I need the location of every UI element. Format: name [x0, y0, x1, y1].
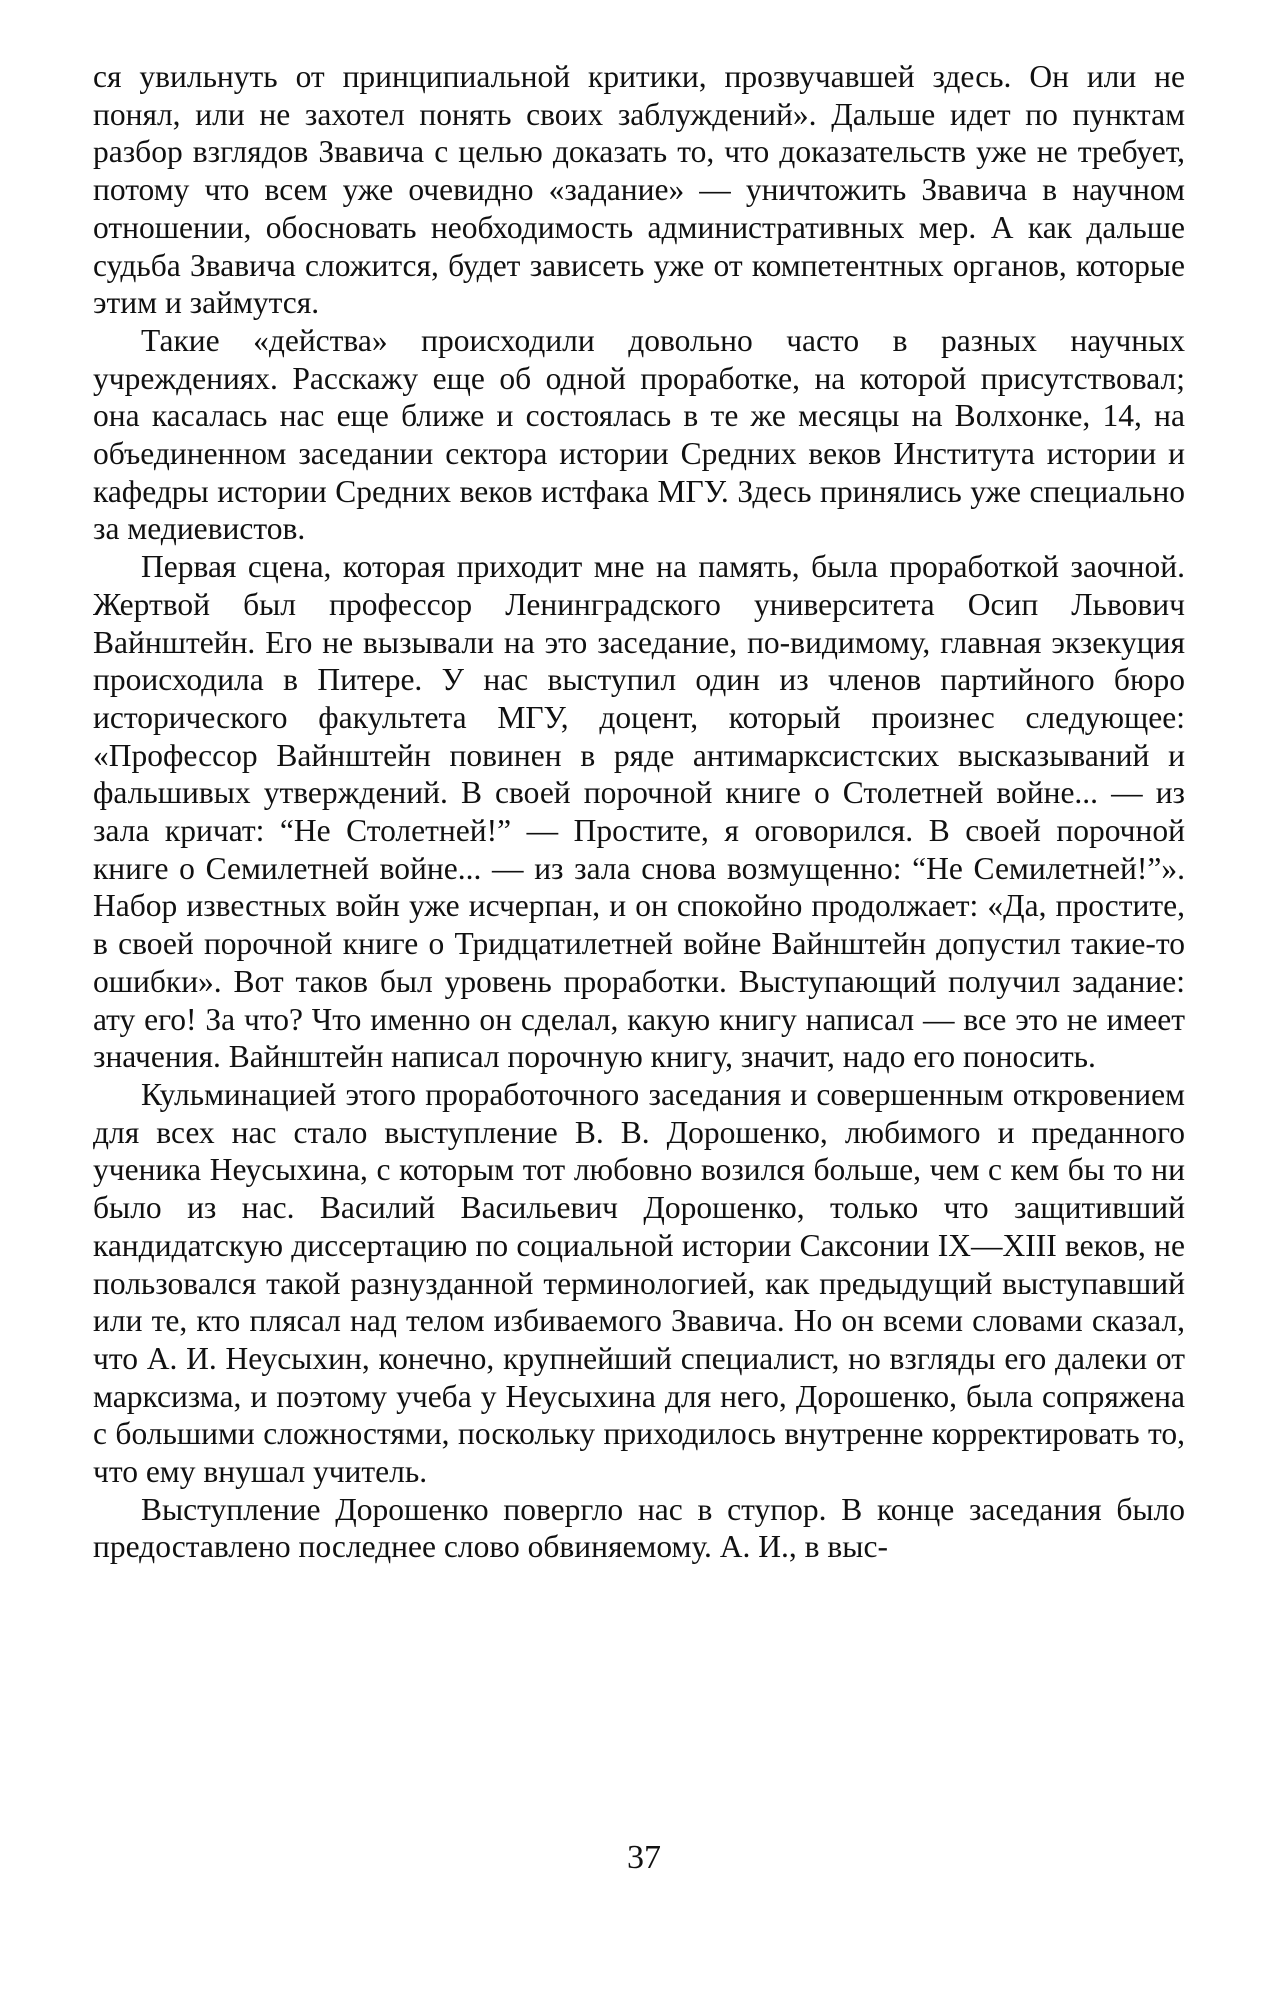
- paragraph: Кульминацией этого проработочного заседания и совершенным откровением для всех нас стало выступление В. В. Дорошенко, любимого и преданного ученика Неусыхина, с которым тот любовно возился больше, чем с кем бы то ни было из нас. Василий Васильевич Дорошенко, только что защитивший кандидатскую диссертацию по социальной истории Саксонии IX—XIII веков, не пользовался такой разнузданной терминологией, как предыдущий выступавший или те, кто плясал над телом избиваемого Звавича. Но он всеми словами сказал, что А. И. Неусыхин, конечно, крупнейший специалист, но взгляды его далеки от марксизма, и поэтому учеба у Неусыхина для него, Дорошенко, была сопряжена с большими сложностями, поскольку приходилось внутренне корректировать то, что ему внушал учитель.: [93, 1076, 1185, 1490]
- paragraph: Первая сцена, которая приходит мне на память, была проработкой заочной. Жертвой был профессор Ленинградского университета Осип Львович Вайнштейн. Его не вызывали на это заседание, по-видимому, главная экзекуция происходила в Питере. У нас выступил один из членов партийного бюро исторического факультета МГУ, доцент, который произнес следующее: «Профессор Вайнштейн повинен в ряде антимарксистских высказываний и фальшивых утверждений. В своей порочной книге о Столетней войне... — из зала кричат: “Не Столетней!” — Простите, я оговорился. В своей порочной книге о Семилетней войне... — из зала снова возмущенно: “Не Семилетней!”». Набор известных войн уже исчерпан, и он спокойно продолжает: «Да, простите, в своей порочной книге о Тридцатилетней войне Вайнштейн допустил такие-то ошибки». Вот таков был уровень проработки. Выступающий получил задание: ату его! За что? Что именно он сделал, какую книгу написал — все это не имеет значения. Вайнштейн написал порочную книгу, значит, надо его поносить.: [93, 549, 1185, 1075]
- body-text: [93, 58, 1185, 1566]
- paragraph-continuation: ся увильнуть от принципиальной критики, прозвучавшей здесь. Он или не понял, или не захотел понять своих заблуждений». Дальше идет по пунктам разбор взглядов Звавича с целью доказать то, что доказательств уже не требует, потому что всем уже очевидно «задание» — уничтожить Звавича в научном отношении, обосновать необходимость административных мер. А как дальше судьба Звавича сложится, будет зависеть уже от компетентных органов, которые этим и займутся.: [93, 59, 1185, 321]
- paragraph: Такие «действа» происходили довольно часто в разных научных учреждениях. Расскажу еще об одной проработке, на которой присутствовал; она касалась нас еще ближе и состоялась в те же месяцы на Волхонке, 14, на объединенном заседании сектора истории Средних веков Института истории и кафедры истории Средних веков истфака МГУ. Здесь принялись уже специально за медиевистов.: [93, 322, 1185, 547]
- paragraph: Выступление Дорошенко повергло нас в ступор. В конце заседания было предоставлено последнее слово обвиняемому. А. И., в выс-: [93, 1491, 1185, 1565]
- page-number: 37: [627, 1839, 661, 1876]
